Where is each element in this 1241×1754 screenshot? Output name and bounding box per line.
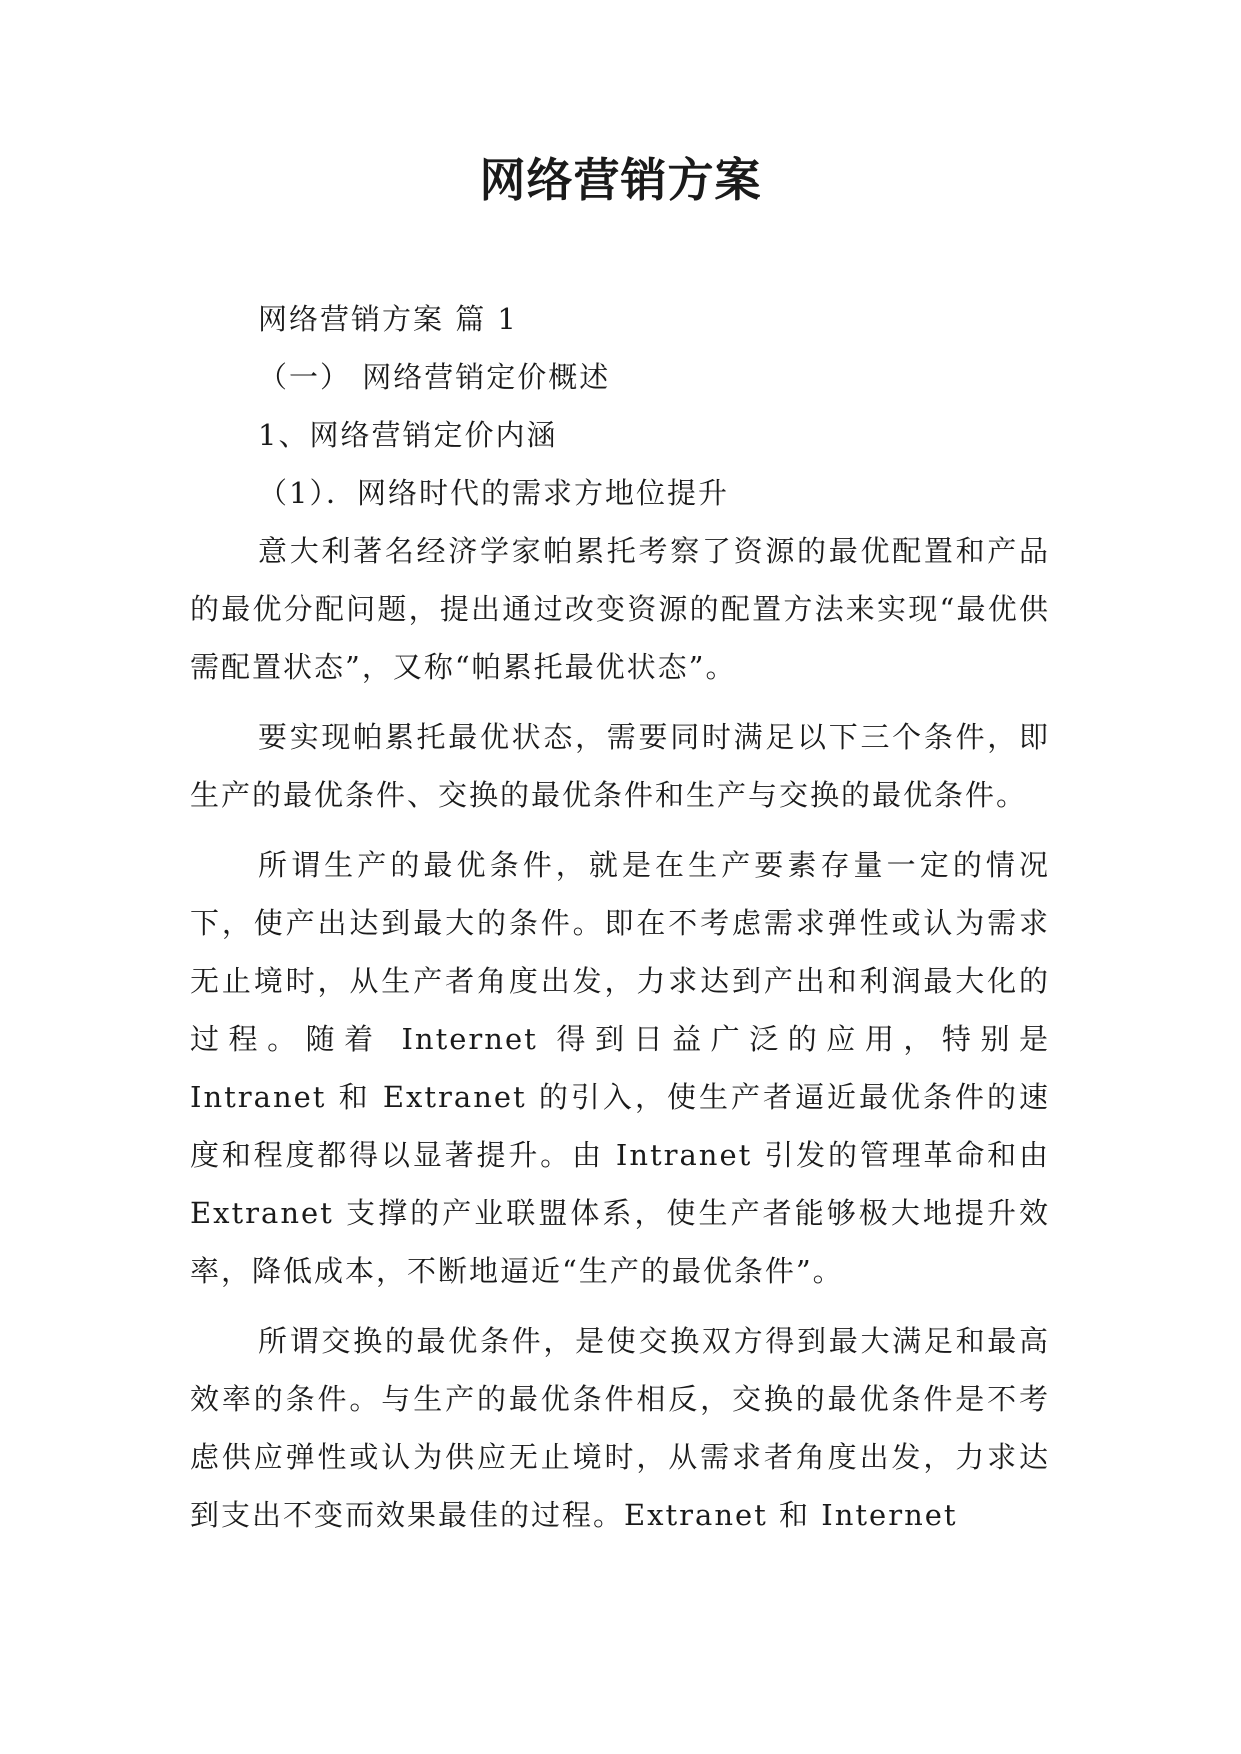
paragraph-pareto: 意大利著名经济学家帕累托考察了资源的最优配置和产品的最优分配问题，提出通过改变资源的配置方法来实现“最优供需配置状态”，又称“帕累托最优状态”。	[190, 534, 1050, 684]
section-heading: 网络营销方案 篇 1	[258, 302, 518, 336]
paragraph-exchange-optimum: 所谓交换的最优条件，是使交换双方得到最大满足和最高效率的条件。与生产的最优条件相反，交换的最优条件是不考虑供应弹性或认为供应无止境时，从需求者角度出发，力求达到支出不变而效果最佳的过程。Extranet 和 Internet	[190, 1324, 1050, 1532]
document-title: 网络营销方案	[479, 153, 762, 207]
document-body	[190, 290, 1050, 1556]
item-heading: 1、网络营销定价内涵	[258, 418, 558, 452]
chapter-heading: （一） 网络营销定价概述	[258, 360, 611, 394]
paragraph-production-optimum: 所谓生产的最优条件，就是在生产要素存量一定的情况下，使产出达到最大的条件。即在不考虑需求弹性或认为需求无止境时，从生产者角度出发，力求达到产出和利润最大化的过程。随着 Internet 得到日益广泛的应用，特别是 Intranet 和 Extranet 的引入，使生产者逼近最优条件的速度和程度都得以显著提升。由 Intranet 引发的管理革命和由 Extranet 支撑的产业联盟体系，使生产者能够极大地提升效率，降低成本，不断地逼近“生产的最优条件”。	[190, 848, 1050, 1288]
subitem-heading: （1）．网络时代的需求方地位提升	[258, 476, 729, 510]
paragraph-conditions: 要实现帕累托最优状态，需要同时满足以下三个条件，即生产的最优条件、交换的最优条件和生产与交换的最优条件。	[190, 720, 1050, 812]
